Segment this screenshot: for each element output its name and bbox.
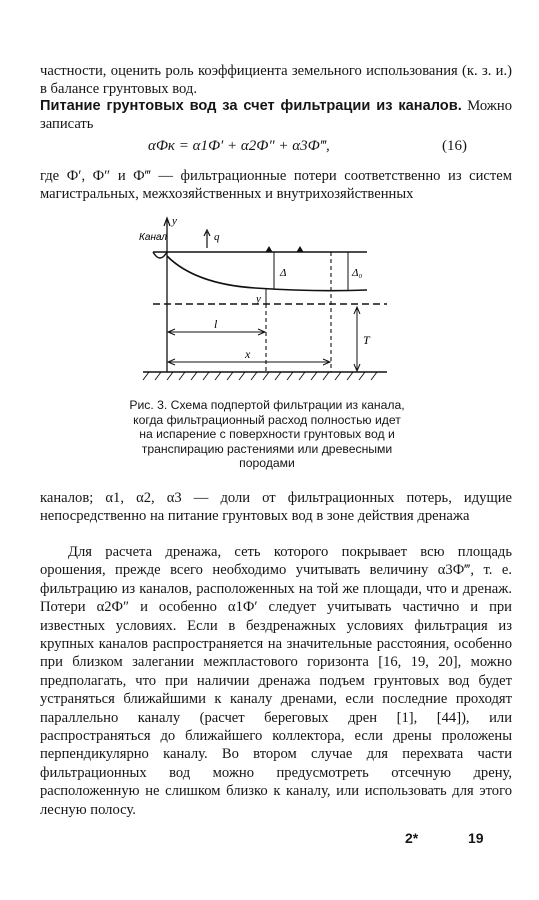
equation: αФк = α1Ф′ + α2Ф″ + α3Ф‴,: [148, 138, 330, 154]
filtration-diagram: [135, 212, 395, 387]
y-variable-label: y: [256, 293, 261, 305]
delta0-label: Δ₀: [352, 267, 363, 279]
T-label: T: [363, 333, 370, 347]
q-label: q: [214, 231, 220, 243]
signature-mark: 2*: [405, 830, 419, 846]
bottom-hatching: [143, 372, 377, 380]
canal-shape: [153, 252, 167, 258]
paragraph-definition: [40, 167, 512, 204]
y-axis-label: y: [172, 215, 177, 227]
paragraph-text: где Ф′, Ф″ и Ф‴ — фильтрационные потери соответственно из систем магистральных, межхозяйственных и внутрихозяйственных: [40, 168, 512, 203]
paragraph-coefficients: [40, 489, 512, 526]
paragraph-text: каналов; α1, α2, α3 — доли от фильтрационных потерь, идущие непосредственно на питание грунтовых вод в зоне действия дренажа: [40, 490, 512, 525]
paragraph-drainage: [40, 543, 512, 819]
paragraph-text: Для расчета дренажа, сеть которого покрывает всю площадь орошения, прежде всего необходимо учитывать величину α3Ф‴, т. е. фильтрацию из каналов, расположенных на той же площади, что и дренаж. Потери α2Ф″ и особенно α1Ф′ следует учитывать частично и при известных условиях. Если в бездренажных условиях фильтрация из крупных каналов распространяется на значительные расстояния, особенно при близком залегании межпластового горизонта [16, 19, 20], можно предполагать, что при наличии дренажа подъем грунтовых вод будет устраняться ближайшими к каналу дренами, если последние проходят параллельно каналу (расчет береговых дрен [1], [44]), или распространяться до ближайшего коллектора, если дрены проложены перпендикулярно каналу. Во втором случае для перехвата части фильтрационных вод можно предусмотреть отсечную дрену, расположенную не слишком близко к каналу, или использовать для этого лесную полосу.: [40, 544, 512, 818]
page-number: 19: [468, 830, 484, 846]
equation-number: (16): [442, 138, 467, 154]
depression-curve: [167, 256, 367, 291]
l-label: l: [214, 317, 218, 331]
delta-label: Δ: [280, 267, 287, 279]
paragraph-text: частности, оценить роль коэффициента земельного использования (к. з. и.) в балансе грунтовых вод.: [40, 63, 512, 98]
heading-tail: Можно записать: [40, 98, 512, 133]
paragraph-intro: [40, 62, 512, 99]
section-heading: Питание грунтовых вод за счет фильтрации из каналов.: [40, 98, 462, 114]
section-heading-paragraph: [40, 97, 512, 134]
surface-tick: [297, 247, 303, 252]
surface-tick: [266, 247, 272, 252]
x-label: x: [245, 347, 251, 361]
canal-label: Канал: [139, 232, 168, 243]
figure-caption: Рис. 3. Схема подпертой фильтрации из канала, когда фильтрационный расход полностью идет на испарение с поверхности грунтовых вод и транспирацию растениями или древесными породами: [129, 398, 405, 471]
